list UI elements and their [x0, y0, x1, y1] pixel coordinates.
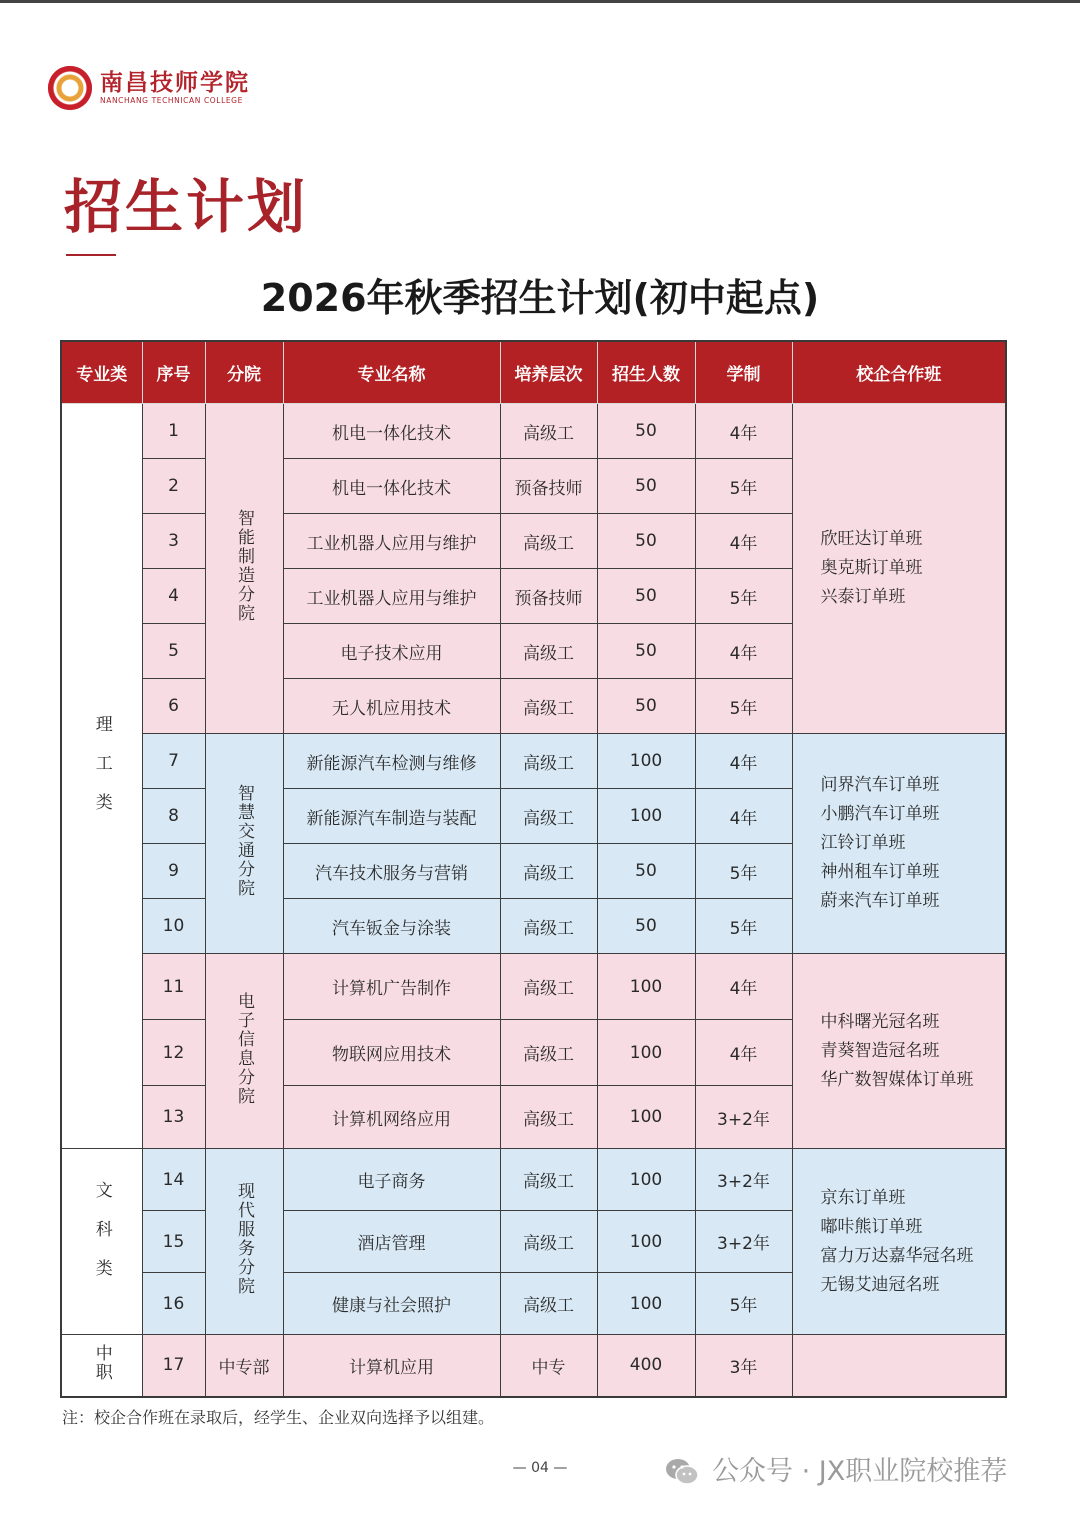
cell-major: 健康与社会照护	[283, 1273, 500, 1335]
cell-enrollment: 100	[597, 734, 695, 789]
cell-duration: 5年	[695, 569, 792, 624]
header-partner-classes: 校企合作班	[792, 341, 1006, 404]
top-border-line	[0, 0, 1080, 3]
category-label: 中职	[91, 1343, 112, 1382]
partner-class: 中科曙光冠名班	[820, 1011, 940, 1032]
cell-major: 计算机网络应用	[283, 1086, 500, 1149]
cell-level: 高级工	[500, 1020, 597, 1086]
partner-class: 神州租车订单班	[820, 862, 940, 882]
cell-enrollment: 50	[597, 569, 695, 624]
cell-number: 13	[142, 1086, 205, 1149]
partner-class: 兴泰订单班	[820, 587, 906, 607]
cell-number: 9	[142, 844, 205, 899]
partner-class: 无锡艾迪冠名班	[820, 1274, 940, 1295]
branch-label: 现代服务分院	[234, 1182, 254, 1296]
cell-duration: 4年	[695, 734, 792, 789]
enrollment-plan-table	[60, 340, 1007, 1398]
cell-level: 高级工	[500, 679, 597, 734]
cell-level: 高级工	[500, 1211, 597, 1273]
cell-number: 10	[142, 899, 205, 954]
cell-number: 1	[142, 404, 205, 459]
partner-classes-cell	[792, 954, 1006, 1149]
cell-number: 2	[142, 459, 205, 514]
cell-level: 高级工	[500, 789, 597, 844]
partner-class: 欣旺达订单班	[820, 529, 923, 549]
table-header-row	[61, 341, 1006, 404]
cell-duration: 3+2年	[695, 1149, 792, 1211]
cell-duration: 5年	[695, 899, 792, 954]
header-branch: 分院	[205, 341, 283, 404]
partner-classes-cell	[792, 1149, 1006, 1335]
table-row	[61, 1149, 1006, 1211]
cell-duration: 4年	[695, 954, 792, 1020]
header-duration: 学制	[695, 341, 792, 404]
cell-enrollment: 50	[597, 679, 695, 734]
partner-class: 嘟咔熊订单班	[820, 1216, 923, 1237]
cell-enrollment: 100	[597, 1149, 695, 1211]
partner-class: 富力万达嘉华冠名班	[820, 1245, 974, 1266]
cell-number: 15	[142, 1211, 205, 1273]
branch-label: 智慧交通分院	[234, 784, 254, 898]
cell-number: 17	[142, 1335, 205, 1397]
wechat-icon	[662, 1452, 702, 1492]
college-logo	[48, 66, 250, 110]
section-title: 招生计划	[64, 173, 309, 241]
header-number: 序号	[142, 341, 205, 404]
branch-cell: 中专部	[205, 1335, 283, 1397]
table-row	[61, 1335, 1006, 1397]
cell-major: 计算机广告制作	[283, 954, 500, 1020]
branch-cell	[205, 954, 283, 1149]
cell-number: 3	[142, 514, 205, 569]
cell-number: 4	[142, 569, 205, 624]
cell-major: 计算机应用	[283, 1335, 500, 1397]
category-label: 文科类	[91, 1180, 112, 1298]
cell-level: 预备技师	[500, 459, 597, 514]
cell-duration: 4年	[695, 1020, 792, 1086]
cell-major: 机电一体化技术	[283, 459, 500, 514]
cell-enrollment: 50	[597, 624, 695, 679]
partner-class: 问界汽车订单班	[820, 775, 940, 795]
cell-duration: 5年	[695, 459, 792, 514]
section-title-underline	[66, 254, 116, 256]
category-cell	[61, 404, 142, 1149]
cell-major: 电子技术应用	[283, 624, 500, 679]
cell-major: 新能源汽车检测与维修	[283, 734, 500, 789]
cell-enrollment: 50	[597, 404, 695, 459]
cell-duration: 4年	[695, 789, 792, 844]
cell-enrollment: 100	[597, 789, 695, 844]
college-emblem-icon	[48, 66, 92, 110]
cell-duration: 4年	[695, 514, 792, 569]
cell-duration: 5年	[695, 679, 792, 734]
page-number: — 04 —	[512, 1460, 568, 1476]
cell-level: 预备技师	[500, 569, 597, 624]
cell-duration: 3年	[695, 1335, 792, 1397]
watermark-text: 公众号 · JX职业院校推荐	[712, 1456, 1008, 1487]
cell-major: 汽车技术服务与营销	[283, 844, 500, 899]
partner-class: 京东订单班	[820, 1187, 906, 1208]
watermark	[662, 1450, 1007, 1494]
cell-duration: 3+2年	[695, 1086, 792, 1149]
cell-major: 工业机器人应用与维护	[283, 514, 500, 569]
cell-level: 高级工	[500, 844, 597, 899]
cell-number: 11	[142, 954, 205, 1020]
cell-enrollment: 50	[597, 514, 695, 569]
partner-classes-cell	[792, 1335, 1006, 1397]
cell-level: 中专	[500, 1335, 597, 1397]
branch-cell	[205, 1149, 283, 1335]
cell-level: 高级工	[500, 514, 597, 569]
cell-duration: 4年	[695, 624, 792, 679]
cell-enrollment: 100	[597, 1020, 695, 1086]
partner-classes-cell	[792, 404, 1006, 734]
footnote: 注：校企合作班在录取后，经学生、企业双向选择予以组建。	[62, 1408, 495, 1427]
cell-number: 16	[142, 1273, 205, 1335]
cell-enrollment: 50	[597, 899, 695, 954]
category-cell	[61, 1335, 142, 1397]
cell-level: 高级工	[500, 1149, 597, 1211]
cell-enrollment: 50	[597, 844, 695, 899]
cell-duration: 4年	[695, 404, 792, 459]
cell-level: 高级工	[500, 624, 597, 679]
cell-number: 8	[142, 789, 205, 844]
cell-enrollment: 50	[597, 459, 695, 514]
header-major: 专业名称	[283, 341, 500, 404]
cell-duration: 5年	[695, 844, 792, 899]
cell-level: 高级工	[500, 1273, 597, 1335]
cell-major: 汽车钣金与涂装	[283, 899, 500, 954]
cell-enrollment: 100	[597, 1086, 695, 1149]
branch-cell	[205, 734, 283, 954]
cell-level: 高级工	[500, 954, 597, 1020]
cell-enrollment: 400	[597, 1335, 695, 1397]
partner-class: 小鹏汽车订单班	[820, 804, 940, 824]
header-level: 培养层次	[500, 341, 597, 404]
partner-class: 奥克斯订单班	[820, 558, 923, 578]
branch-cell	[205, 404, 283, 734]
table-row	[61, 734, 1006, 789]
cell-number: 5	[142, 624, 205, 679]
cell-number: 6	[142, 679, 205, 734]
header-enrollment: 招生人数	[597, 341, 695, 404]
branch-label: 智能制造分院	[234, 509, 254, 623]
cell-enrollment: 100	[597, 1211, 695, 1273]
cell-major: 新能源汽车制造与装配	[283, 789, 500, 844]
category-label: 理工类	[91, 715, 112, 832]
cell-duration: 3+2年	[695, 1211, 792, 1273]
cell-level: 高级工	[500, 1086, 597, 1149]
cell-major: 酒店管理	[283, 1211, 500, 1273]
cell-major: 物联网应用技术	[283, 1020, 500, 1086]
partner-class: 江铃订单班	[820, 833, 906, 853]
branch-label: 电子信息分院	[234, 991, 254, 1106]
partner-class: 华广数智媒体订单班	[820, 1069, 974, 1090]
cell-major: 机电一体化技术	[283, 404, 500, 459]
partner-class: 蔚来汽车订单班	[820, 891, 940, 911]
cell-major: 无人机应用技术	[283, 679, 500, 734]
cell-enrollment: 100	[597, 954, 695, 1020]
table-row	[61, 404, 1006, 459]
logo-text	[100, 70, 250, 106]
cell-number: 12	[142, 1020, 205, 1086]
cell-major: 电子商务	[283, 1149, 500, 1211]
table-row	[61, 954, 1006, 1020]
logo-name-cn: 南昌技师学院	[100, 69, 250, 96]
cell-number: 7	[142, 734, 205, 789]
cell-level: 高级工	[500, 899, 597, 954]
document-title: 2026年秋季招生计划(初中起点)	[260, 276, 820, 320]
cell-level: 高级工	[500, 734, 597, 789]
partner-classes-cell	[792, 734, 1006, 954]
partner-class: 青葵智造冠名班	[820, 1040, 940, 1061]
cell-duration: 5年	[695, 1273, 792, 1335]
header-category: 专业类	[61, 341, 142, 404]
cell-enrollment: 100	[597, 1273, 695, 1335]
cell-level: 高级工	[500, 404, 597, 459]
logo-name-en: NANCHANG TECHNICAN COLLEGE	[100, 96, 243, 105]
cell-number: 14	[142, 1149, 205, 1211]
cell-major: 工业机器人应用与维护	[283, 569, 500, 624]
category-cell	[61, 1149, 142, 1335]
